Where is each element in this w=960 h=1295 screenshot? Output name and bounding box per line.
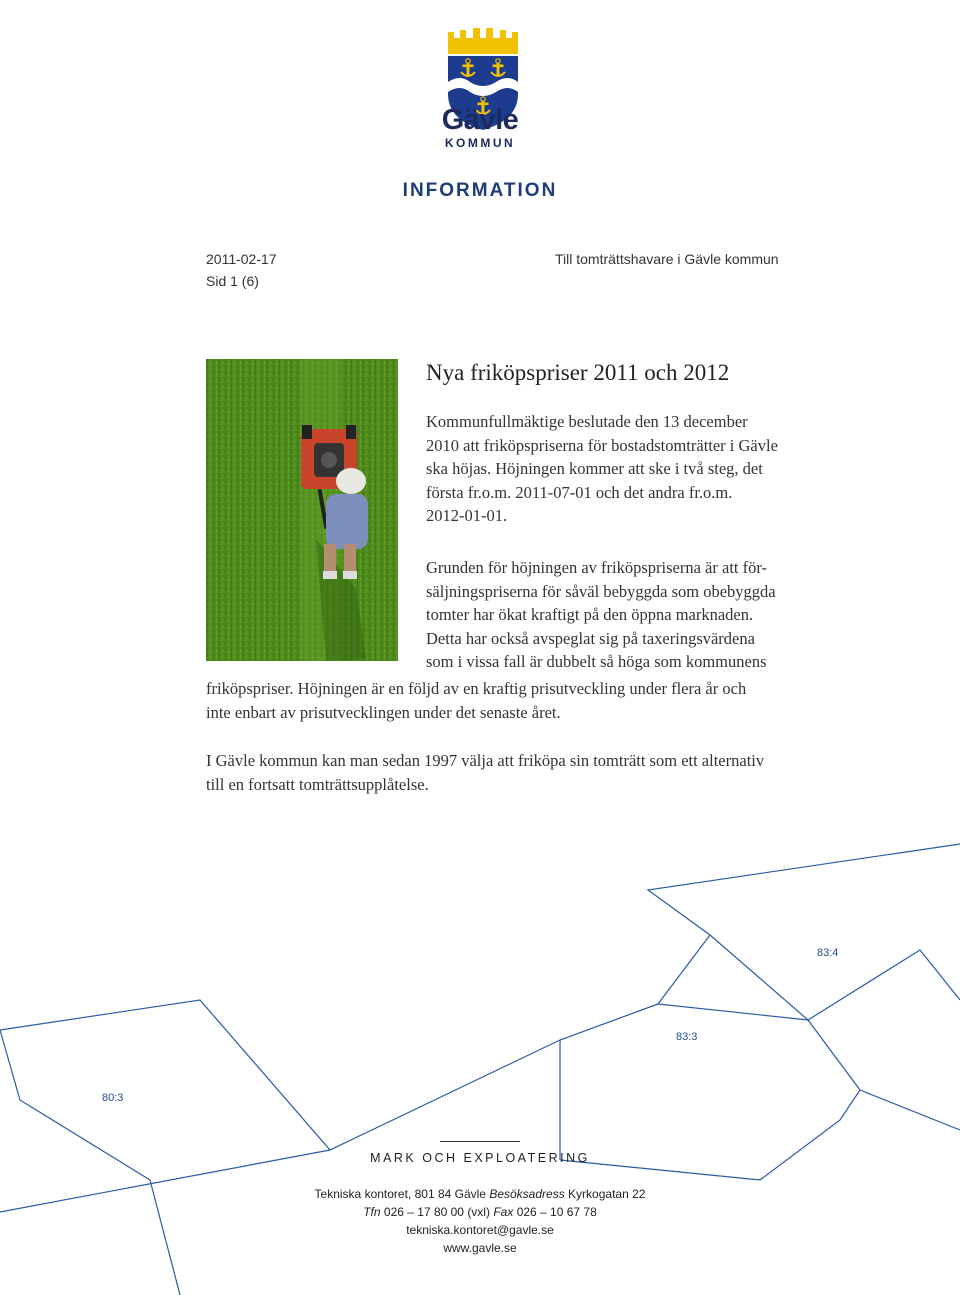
recipient-line: Till tomträttshavare i Gävle kommun: [555, 251, 779, 267]
alternative-line: till en fortsatt tomträttsupplåtelse.: [206, 774, 429, 794]
reason-line: Grunden för höjningen av friköpspriserna är att för-: [426, 558, 768, 577]
alternative-line: I Gävle kommun kan man sedan 1997 välja att friköpa sin tomträtt som ett alternativ: [206, 751, 765, 770]
phone-number: 026 – 17 80 00 (vxl): [383, 1205, 490, 1219]
footer-divider: [440, 1141, 520, 1142]
intro-line: Kommunfullmäktige beslutade den 13 december: [426, 412, 748, 431]
department-name: MARK OCH EXPLOATERING: [370, 1151, 590, 1165]
plot-label: 80:3: [102, 1092, 124, 1104]
reason-line: Detta har också avspeglat sig på taxeringsvärdena: [426, 628, 755, 648]
page-number: Sid 1 (6): [206, 273, 259, 289]
footer-email[interactable]: tekniska.kontoret@gavle.se: [406, 1223, 554, 1237]
article-title: Nya friköpspriser 2011 och 2012: [426, 360, 730, 385]
intro-line: 2010 att friköpspriserna för bostadstomträtter i Gävle: [426, 435, 778, 455]
crown-icon: [448, 28, 518, 54]
reason-line: säljningspriserna för såväl bebyggda som obebyggda: [426, 581, 776, 601]
plot-label: 83:3: [676, 1031, 698, 1043]
footer-phone: [0, 1205, 960, 1219]
reason-paragraph: [426, 556, 806, 674]
phone-label: Tfn: [363, 1205, 381, 1219]
fax-label: Fax: [493, 1205, 514, 1219]
document-heading: INFORMATION: [402, 180, 558, 201]
reason-line: friköpspriser. Höjningen är en följd av en kraftig prisutveckling under flera år och: [206, 679, 747, 698]
lawnmower-photo: [206, 359, 398, 661]
intro-line: ska höjas. Höjningen kommer att ske i två steg, det: [426, 459, 763, 478]
document-date: 2011-02-17: [206, 251, 277, 267]
intro-line: 2012-01-01.: [426, 506, 508, 525]
intro-paragraph: [426, 410, 806, 528]
reason-line: som i vissa fall är dubbelt så höga som kommunens: [426, 652, 767, 671]
footer-website[interactable]: www.gavle.se: [443, 1241, 517, 1255]
postal-address: Tekniska kontoret, 801 84 Gävle: [314, 1187, 486, 1201]
footer-address: [0, 1187, 960, 1201]
alternative-paragraph: [206, 749, 806, 796]
fax-number: 026 – 10 67 78: [516, 1205, 597, 1219]
reason-line: inte enbart av prisutvecklingen under det senaste året.: [206, 702, 561, 722]
reason-paragraph-continued: [206, 677, 806, 724]
visit-address: Kyrkogatan 22: [568, 1187, 646, 1201]
plot-label: 83:4: [817, 947, 839, 959]
logo-subtitle: KOMMUN: [444, 136, 516, 150]
reason-line: tomter har ökat kraftigt på den öppna marknaden.: [426, 605, 754, 624]
logo-name: Gävle: [441, 104, 519, 136]
visit-label: Besöksadress: [489, 1187, 565, 1201]
intro-line: första fr.o.m. 2011-07-01 och det andra fr.o.m.: [426, 482, 733, 502]
